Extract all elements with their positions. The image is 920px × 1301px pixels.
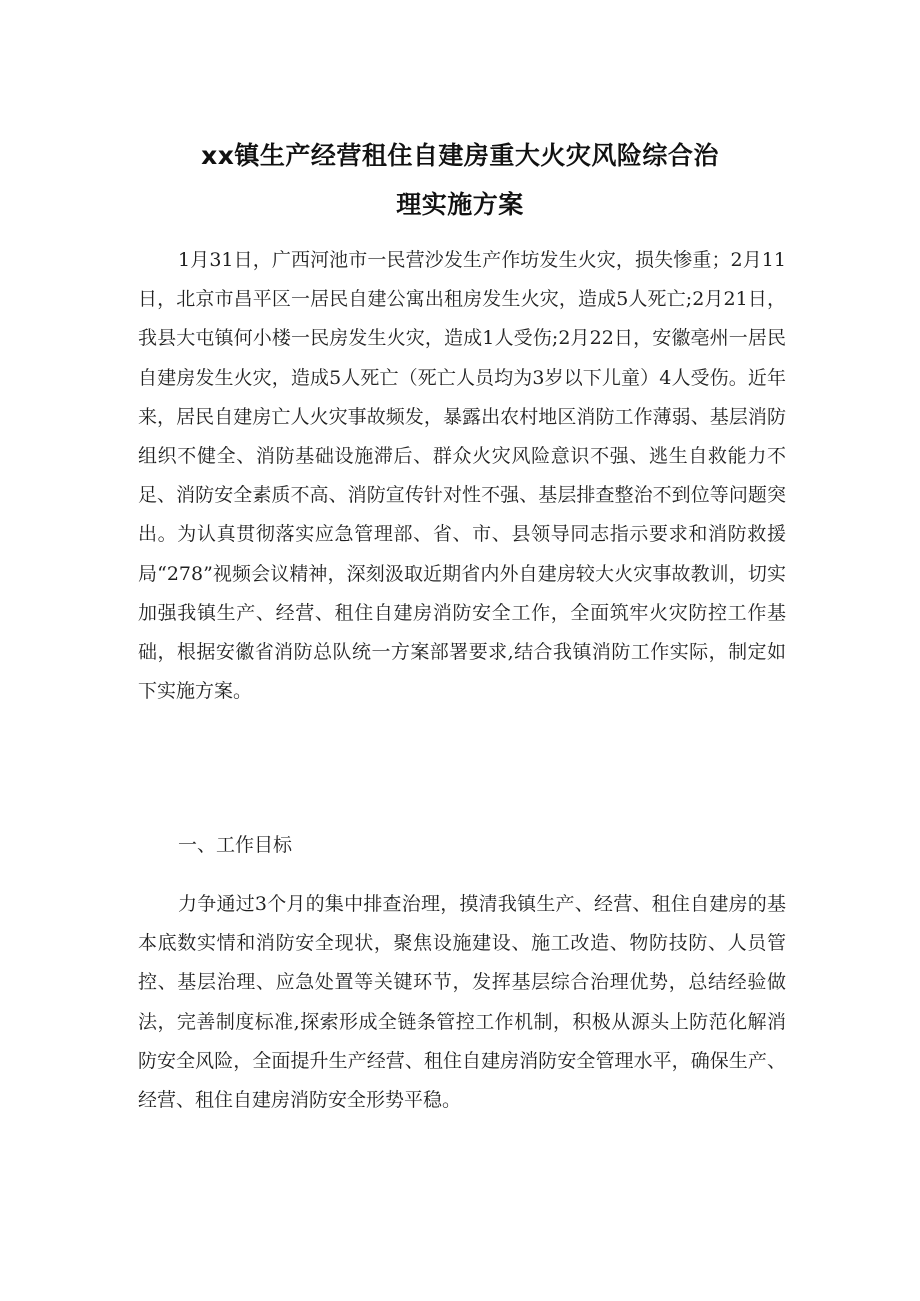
- section-heading-work-goals: [138, 826, 786, 865]
- paragraph-background: [138, 241, 786, 711]
- section-heading-text: 一、工作目标: [178, 834, 293, 856]
- paragraph-background-text: 1月31日，广西河池市一民营沙发生产作坊发生火灾，损失惨重；2月11日，北京市昌平区一居民自建公寓出租房发生火灾，造成5人死亡;2月21日，我县大屯镇何小楼一民房发生火灾，造成1人受伤;2月22日，安徽亳州一居民自建房发生火灾，造成5人死亡（死亡人员均为3岁以下儿童）4人受伤。近年来，居民自建房亡人火灾事故频发，暴露出农村地区消防工作薄弱、基层消防组织不健全、消防基础设施滞后、群众火灾风险意识不强、逃生自救能力不足、消防安全素质不高、消防宣传针对性不强、基层排查整治不到位等问题突出。为认真贯彻落实应急管理部、省、市、县领导同志指示要求和消防救援局“278”视频会议精神，深刻汲取近期省内外自建房较大火灾事故教训，切实加强我镇生产、经营、租住自建房消防安全工作，全面筑牢火灾防控工作基础，根据安徽省消防总队统一方案部署要求,结合我镇消防工作实际，制定如下实施方案。: [138, 249, 786, 703]
- paragraph-work-goals: [138, 885, 786, 1120]
- document-title-line-1: xx镇生产经营租住自建房重大火灾风险综合治: [201, 141, 719, 170]
- paragraph-work-goals-text: 力争通过3个月的集中排查治理，摸清我镇生产、经营、租住自建房的基本底数实情和消防安全现状，聚焦设施建设、施工改造、物防技防、人员管控、基层治理、应急处置等关键环节，发挥基层综合治理优势，总结经验做法，完善制度标准,探索形成全链条管控工作机制，积极从源头上防范化解消防安全风险，全面提升生产经营、租住自建房消防安全管理水平，确保生产、经营、租住自建房消防安全形势平稳。: [138, 893, 786, 1112]
- document-title-line-2: 理实施方案: [396, 190, 524, 219]
